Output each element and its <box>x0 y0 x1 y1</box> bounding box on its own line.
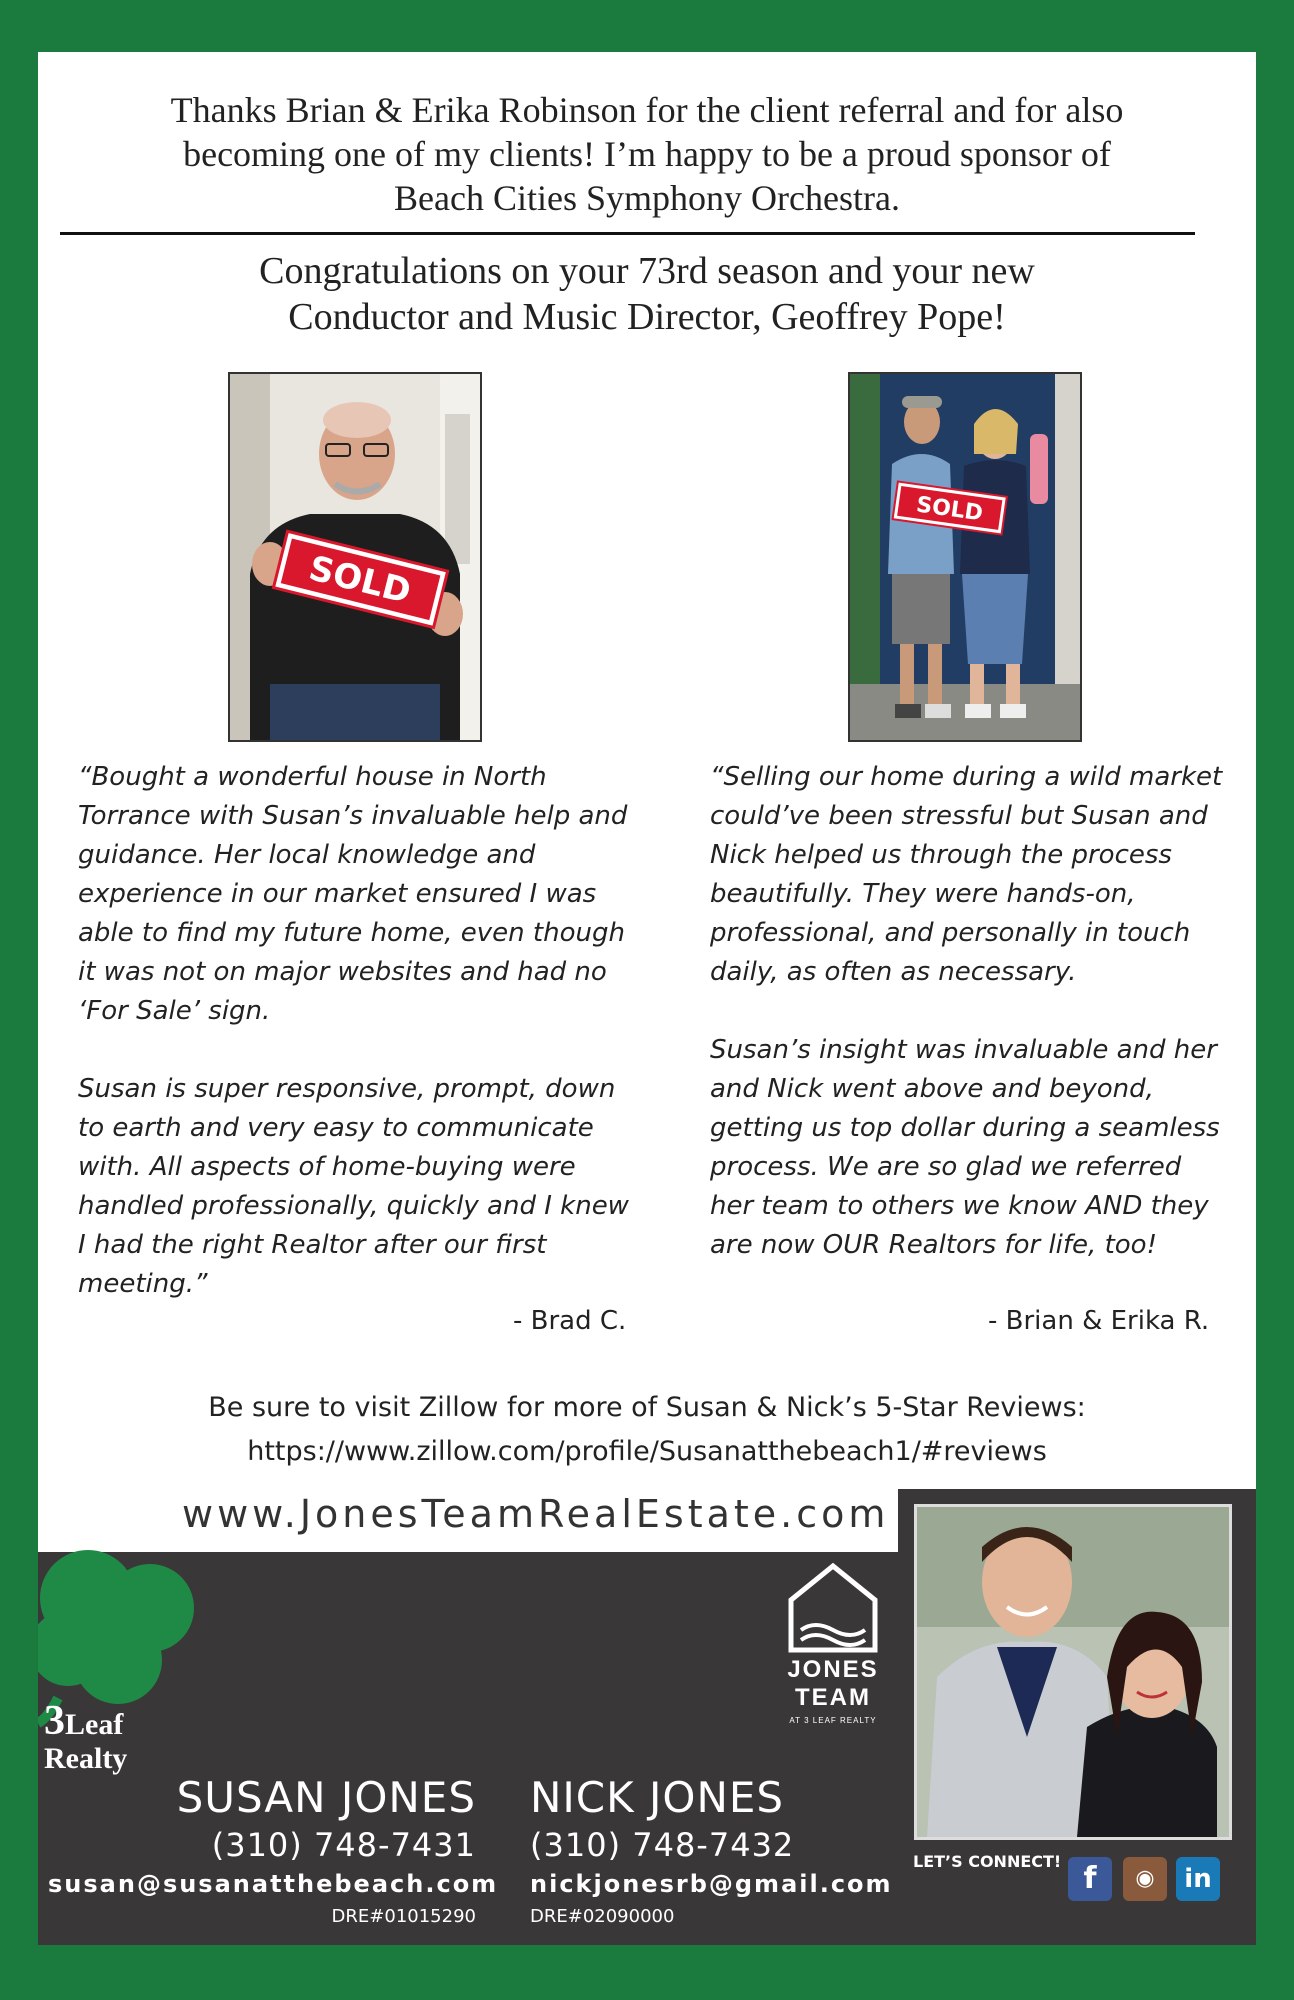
jones-team-logo: JONES TEAM AT 3 LEAF REALTY <box>778 1560 888 1725</box>
client-photo-brad <box>228 372 482 742</box>
agent-phone[interactable]: (310) 748-7431 <box>211 1826 476 1864</box>
testimonial-paragraph: “Bought a wonderful house in North Torrance with Susan’s invaluable help and guidance. Her local knowledge and experience in our market ensured I was able to find my future home, even though it was not on major websites and had no ‘For Sale’ sign. <box>78 762 628 1026</box>
agent-phone[interactable]: (310) 748-7432 <box>530 1826 795 1864</box>
intro-line: becoming one of my clients! I’m happy to be a proud sponsor of <box>183 134 1111 174</box>
client-photo-brian-erika <box>848 372 1082 742</box>
agent-susan-jones <box>48 1772 499 1932</box>
zillow-callout <box>38 1386 1256 1474</box>
testimonial-brad <box>78 758 658 1343</box>
instagram-icon[interactable]: ◉ <box>1123 1857 1167 1901</box>
congratulations-heading <box>38 248 1256 340</box>
testimonial-brian-erika <box>710 758 1270 1304</box>
3leaf-realty-logo: 3Leaf Realty <box>44 1698 128 1775</box>
testimonial-signature: - Brian & Erika R. <box>988 1306 1210 1336</box>
testimonial-signature: - Brad C. <box>513 1306 627 1336</box>
flyer-card <box>38 52 1256 1945</box>
zillow-text: Be sure to visit Zillow for more of Susan & Nick’s 5-Star Reviews: <box>208 1392 1086 1423</box>
testimonial-paragraph: “Selling our home during a wild market could’ve been stressful but Susan and Nick helped us through the process beautifully. They were hands-on, professional, and personally in touch daily, as often as necessary. <box>710 762 1223 987</box>
lets-connect-label: LET’S CONNECT! <box>913 1852 1062 1871</box>
website-link[interactable]: www.JonesTeamRealEstate.com <box>182 1492 890 1536</box>
testimonial-paragraph: Susan is super responsive, prompt, down to earth and very easy to communicate with. All aspects of home-buying were handled professionally, quickly and I knew I had the right Realtor after our first meeting.” <box>78 1074 629 1299</box>
agent-name: NICK JONES <box>530 1773 785 1822</box>
team-photo <box>914 1504 1232 1840</box>
house-waves-icon <box>785 1560 881 1656</box>
congrats-line: Conductor and Music Director, Geoffrey Pope! <box>288 296 1006 338</box>
intro-line: Beach Cities Symphony Orchestra. <box>394 178 900 218</box>
sold-sign-text: SOLD <box>304 548 415 613</box>
intro-line: Thanks Brian & Erika Robinson for the client referral and for also <box>170 90 1124 130</box>
divider <box>60 232 1195 235</box>
agent-dre: DRE#01015290 <box>331 1906 476 1927</box>
zillow-link[interactable]: https://www.zillow.com/profile/Susanatthebeach1/#reviews <box>247 1436 1047 1467</box>
agent-dre: DRE#02090000 <box>530 1906 675 1927</box>
linkedin-icon[interactable]: in <box>1176 1857 1220 1901</box>
congrats-line: Congratulations on your 73rd season and your new <box>259 250 1035 292</box>
agent-name: SUSAN JONES <box>176 1773 476 1822</box>
sold-sign-text: SOLD <box>914 492 985 527</box>
agent-email[interactable]: susan@susanatthebeach.com <box>48 1870 499 1898</box>
agent-nick-jones <box>530 1772 930 1932</box>
intro-text <box>38 88 1256 220</box>
testimonial-paragraph: Susan’s insight was invaluable and her and Nick went above and beyond, getting us top dollar during a seamless process. We are so glad we referred her team to others we know AND they are now OUR Realtors for life, too! <box>710 1035 1220 1260</box>
facebook-icon[interactable]: f <box>1068 1857 1112 1901</box>
agent-email[interactable]: nickjonesrb@gmail.com <box>530 1870 893 1898</box>
